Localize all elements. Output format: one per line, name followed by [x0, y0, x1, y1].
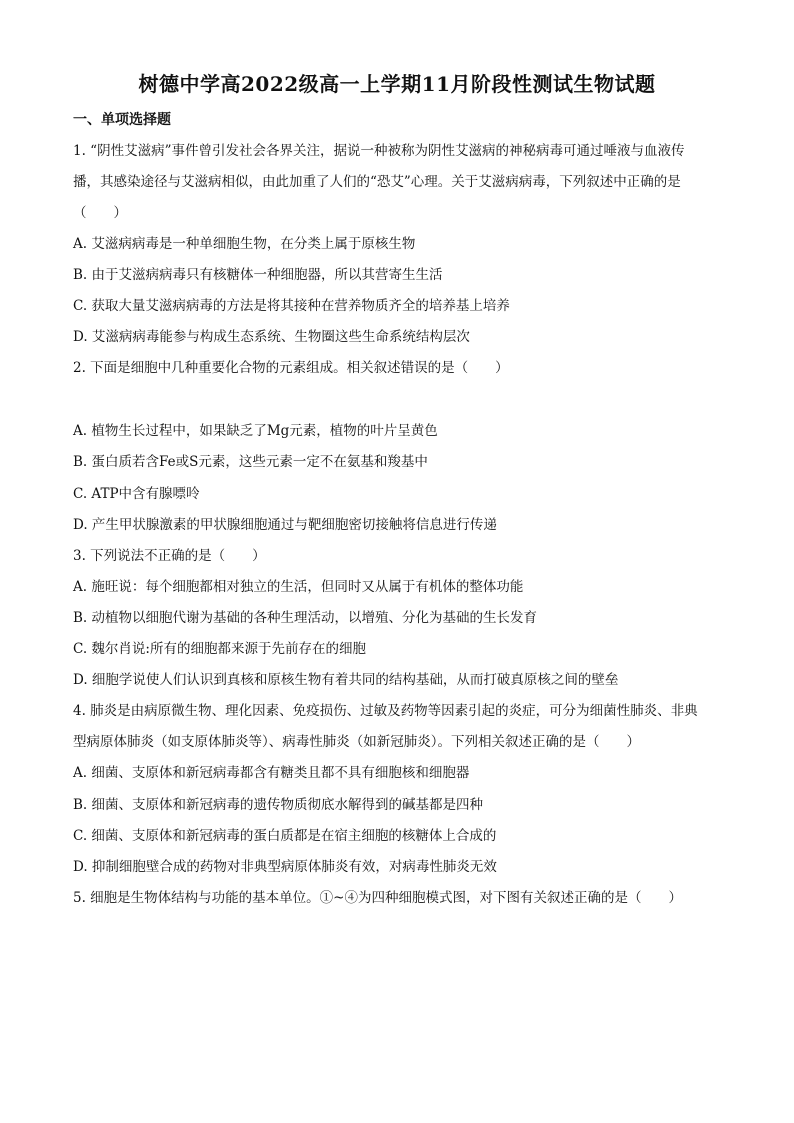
question-1-stem-line-3: （ ）	[73, 205, 127, 221]
question-1-stem-line-1: 1. “阴性艾滋病”事件曾引发社会各界关注，据说一种被称为阴性艾滋病的神秘病毒可通过唾液与血液传	[73, 143, 685, 159]
question-4-option-d: D. 抑制细胞壁合成的药物对非典型病原体肺炎有效，对病毒性肺炎无效	[73, 859, 497, 875]
question-1-option-b: B. 由于艾滋病病毒只有核糖体一种细胞器，所以其营寄生生活	[73, 267, 443, 283]
question-1-stem-line-2: 播，其感染途径与艾滋病相似，由此加重了人们的“恐艾”心理。关于艾滋病病毒，下列叙述中正确的是	[73, 174, 681, 190]
question-3-option-c: C. 魏尔肖说:所有的细胞都来源于先前存在的细胞	[73, 641, 366, 657]
question-3-option-d: D. 细胞学说使人们认识到真核和原核生物有着共同的结构基础，从而打破真原核之间的壁垒	[73, 672, 619, 688]
question-2-option-d: D. 产生甲状腺激素的甲状腺细胞通过与靶细胞密切接触将信息进行传递	[73, 517, 497, 533]
question-4-stem-line-1: 4. 肺炎是由病原微生物、理化因素、免疫损伤、过敏及药物等因素引起的炎症，可分为细菌性肺炎、非典	[73, 703, 698, 719]
question-4-option-c: C. 细菌、支原体和新冠病毒的蛋白质都是在宿主细胞的核糖体上合成的	[73, 828, 497, 844]
question-3-stem: 3. 下列说法不正确的是（ ）	[73, 548, 266, 564]
question-1-option-d: D. 艾滋病病毒能参与构成生态系统、生物圈这些生命系统结构层次	[73, 329, 470, 345]
page-title: 树德中学高2022级高一上学期11月阶段性测试生物试题	[138, 72, 656, 96]
question-5-stem: 5. 细胞是生物体结构与功能的基本单位。①~④为四种细胞模式图，对下图有关叙述正确的是（ ）	[73, 890, 682, 906]
question-1-option-c: C. 获取大量艾滋病病毒的方法是将其接种在营养物质齐全的培养基上培养	[73, 298, 510, 314]
question-4-stem-line-2: 型病原体肺炎（如支原体肺炎等）、病毒性肺炎（如新冠肺炎）。下列相关叙述正确的是（ ）	[73, 734, 640, 750]
question-2-option-a: A. 植物生长过程中，如果缺乏了Mg元素，植物的叶片呈黄色	[73, 423, 438, 439]
question-4-option-b: B. 细菌、支原体和新冠病毒的遗传物质彻底水解得到的碱基都是四种	[73, 797, 484, 813]
question-2-option-c: C. ATP中含有腺嘌呤	[73, 486, 200, 502]
question-3-option-b: B. 动植物以细胞代谢为基础的各种生理活动，以增殖、分化为基础的生长发育	[73, 610, 538, 626]
question-2-stem: 2. 下面是细胞中几种重要化合物的元素组成。相关叙述错误的是（ ）	[73, 360, 509, 376]
question-1-option-a: A. 艾滋病病毒是一种单细胞生物，在分类上属于原核生物	[73, 236, 416, 252]
question-2-option-b: B. 蛋白质若含Fe或S元素，这些元素一定不在氨基和羧基中	[73, 454, 428, 470]
question-3-option-a: A. 施旺说：每个细胞都相对独立的生活，但同时又从属于有机体的整体功能	[73, 579, 524, 595]
section-heading: 一、单项选择题	[73, 112, 171, 128]
question-4-option-a: A. 细菌、支原体和新冠病毒都含有糖类且都不具有细胞核和细胞器	[73, 765, 470, 781]
